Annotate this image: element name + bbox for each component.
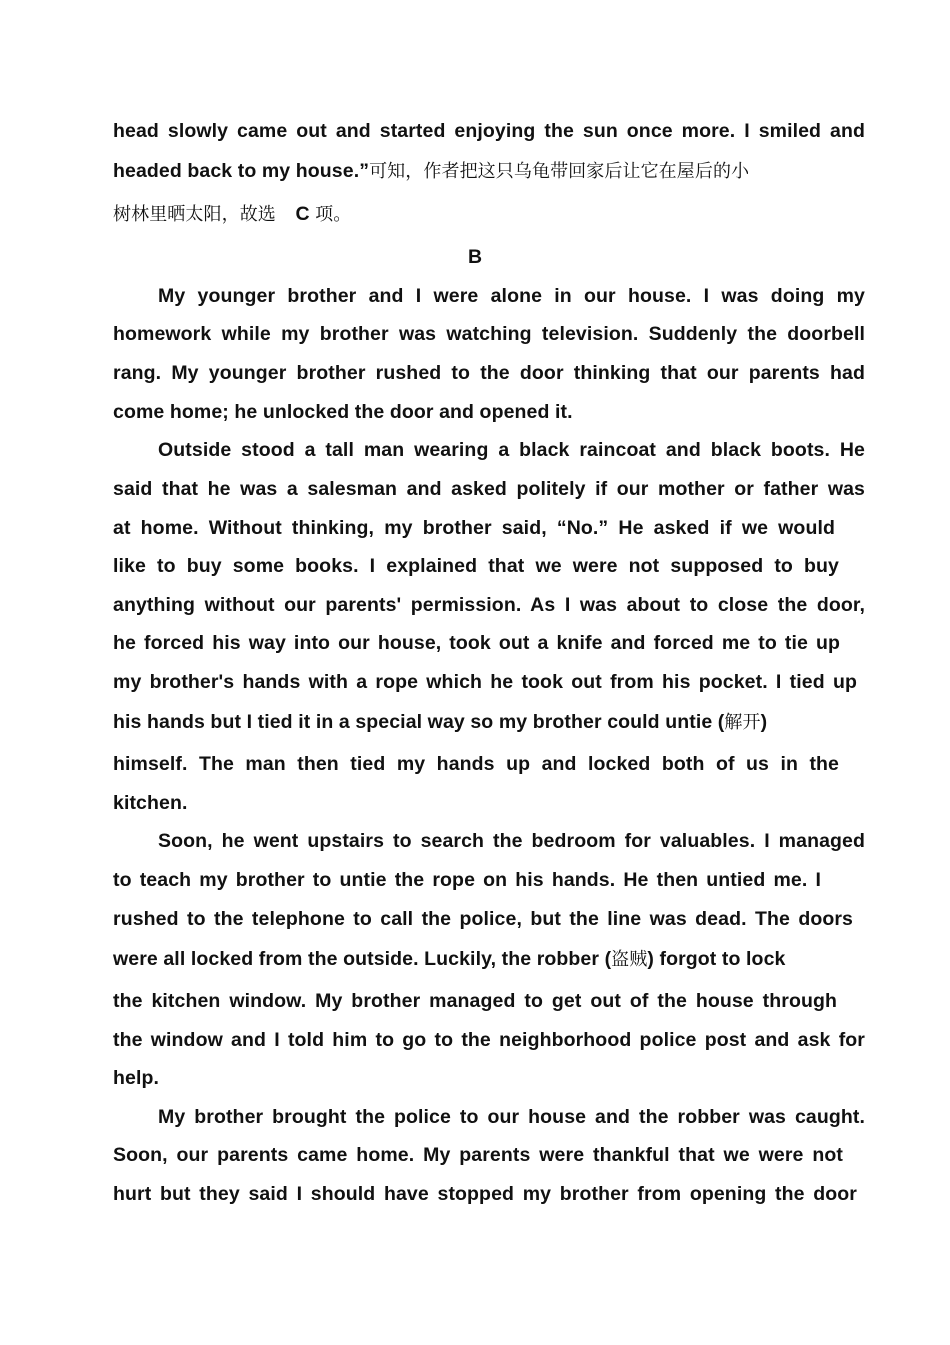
prev-passage-line-3-chinese-a: 树林里晒太阳，故选 <box>113 204 276 225</box>
p1-line-3: rang. My younger brother rushed to the door thinking that our parents had <box>113 362 865 384</box>
p3-line-4-english-b: ) forgot to lock <box>647 948 786 970</box>
closing-quote-mark: ” <box>359 160 370 182</box>
p3-line-4-english-a: were all locked from the outside. Luckily, the robber ( <box>113 948 612 970</box>
prev-passage-line-2-english: headed back to my house. <box>113 160 360 182</box>
prev-passage-line-3-chinese-b: 项。 <box>315 204 352 225</box>
p3-line-1: Soon, he went upstairs to search the bedroom for valuables. I managed <box>158 830 865 852</box>
p3-line-4 <box>113 946 865 973</box>
p3-line-3: rushed to the telephone to call the police, but the line was dead. The doors <box>113 908 853 930</box>
p2-line-3: at home. Without thinking, my brother said, “No.” He asked if we would <box>113 517 835 539</box>
prev-passage-line-1: head slowly came out and started enjoying the sun once more. I smiled and <box>113 120 865 142</box>
section-label: B <box>467 246 483 268</box>
p1-line-1: My younger brother and I were alone in our house. I was doing my <box>158 285 865 307</box>
p2-line-6: he forced his way into our house, took out a knife and forced me to tie up <box>113 632 840 654</box>
p4-line-2: Soon, our parents came home. My parents were thankful that we were not <box>113 1144 843 1166</box>
p3-line-4-chinese: 盗贼 <box>611 949 648 970</box>
answer-option: C <box>295 203 310 225</box>
p2-line-8-english: his hands but I tied it in a special way so my brother could untie ( <box>113 711 725 733</box>
p4-line-1: My brother brought the police to our house and the robber was caught. <box>158 1106 865 1128</box>
p2-line-5: anything without our parents' permission. As I was about to close the door, <box>113 594 865 616</box>
p3-line-5: the kitchen window. My brother managed to get out of the house through <box>113 990 837 1012</box>
p2-line-8-close-paren: ) <box>760 711 768 733</box>
p1-line-2: homework while my brother was watching television. Suddenly the doorbell <box>113 323 865 345</box>
p3-line-6: the window and I told him to go to the neighborhood police post and ask for <box>113 1029 865 1051</box>
p2-line-1: Outside stood a tall man wearing a black raincoat and black boots. He <box>158 439 865 461</box>
p4-line-3: hurt but they said I should have stopped my brother from opening the door <box>113 1183 857 1205</box>
p2-line-4: like to buy some books. I explained that we were not supposed to buy <box>113 555 839 577</box>
p2-line-10: kitchen. <box>113 792 188 814</box>
p2-line-8-chinese: 解开 <box>724 712 761 733</box>
p2-line-8 <box>113 709 865 736</box>
prev-passage-line-2-chinese: 可知，作者把这只乌龟带回家后让它在屋后的小 <box>369 161 750 182</box>
p2-line-9: himself. The man then tied my hands up and locked both of us in the <box>113 753 839 775</box>
p2-line-2: said that he was a salesman and asked politely if our mother or father was <box>113 478 865 500</box>
prev-passage-line-3 <box>113 201 865 228</box>
prev-passage-line-2 <box>113 158 865 185</box>
p2-line-7: my brother's hands with a rope which he took out from his pocket. I tied up <box>113 671 857 693</box>
p3-line-2: to teach my brother to untie the rope on his hands. He then untied me. I <box>113 869 821 891</box>
p3-line-7: help. <box>113 1067 160 1089</box>
p1-line-4: come home; he unlocked the door and opened it. <box>113 401 573 423</box>
